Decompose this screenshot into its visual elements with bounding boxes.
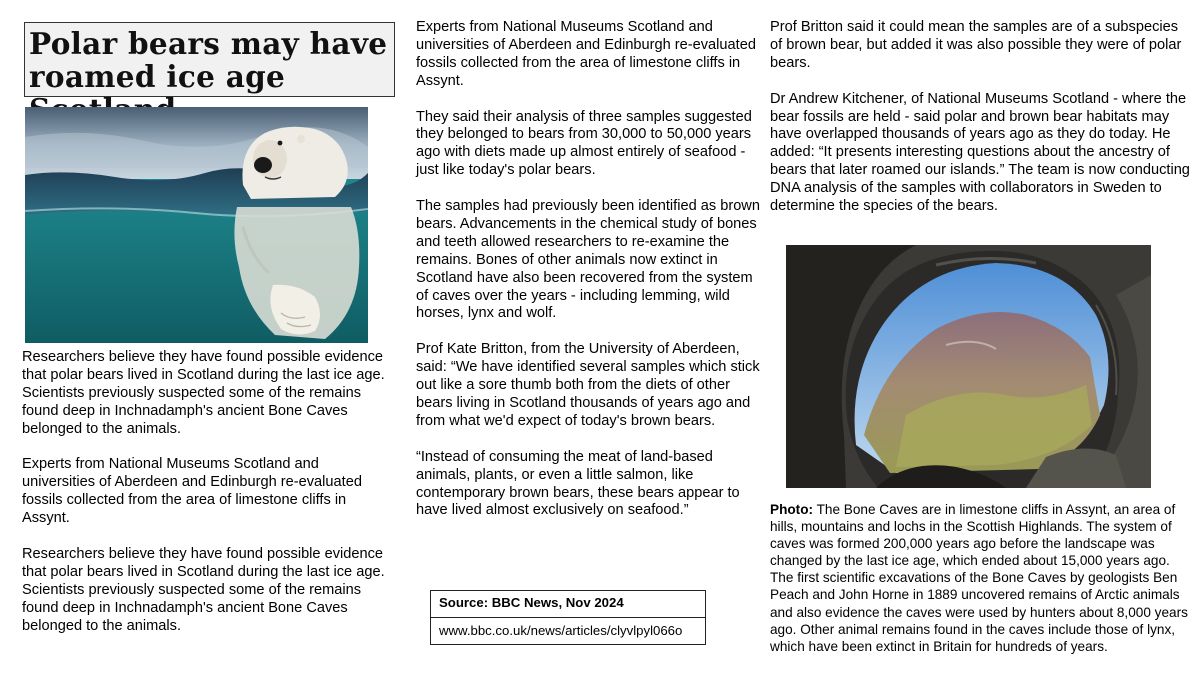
paragraph: Researchers believe they have found possible evidence that polar bears lived in Scotland during the last ice age. Scientists previously suspected some of the remains found deep in Inchnadamph's ancient Bone Caves belonged to the animals. — [22, 545, 385, 634]
paragraph: They said their analysis of three samples suggested they belonged to bears from 30,000 to 50,000 years ago with diets made up almost entirely of seafood - just like today's polar bears. — [416, 108, 752, 179]
article-column-3 — [770, 19, 1190, 234]
paragraph: Experts from National Museums Scotland and universities of Aberdeen and Edinburgh re-evaluated fossils collected from the area of limestone cliffs in Assynt. — [22, 456, 362, 527]
paragraph: Experts from National Museums Scotland and universities of Aberdeen and Edinburgh re-evaluated fossils collected from the area of limestone cliffs in Assynt. — [416, 19, 756, 89]
source-url: www.bbc.co.uk/news/articles/clyvlpyl066o — [439, 623, 683, 638]
headline-line-1: Polar bears may have — [29, 26, 388, 61]
paragraph: Dr Andrew Kitchener, of National Museums Scotland - where the bear fossils are held - said polar and brown bear habitats may have overlapped thousands of years ago as they do today. He added: “It presents interesting questions about the ancestry of bears that later roamed our islands.” The team is now conducting DNA analysis of the samples with collaborators in Sweden to determine the species of the bears. — [770, 90, 1190, 215]
caption-text: The Bone Caves are in limestone cliffs in Assynt, an area of hills, mountains and lochs in the Scottish Highlands. The system of caves was formed 200,000 years ago before the landscape was changed by the last ice age, which ended about 15,000 years ago. The first scientific excavations of the Bone Caves by geologists Ben Peach and John Horne in 1889 uncovered remains of Arctic animals and also evidence the caves were used by hunters about 8,000 years ago. Other animal remains found in the caves include those of lynx, which have been extinct in Britain for hundreds of years. — [770, 502, 1188, 654]
source-box — [430, 590, 706, 645]
article-column-1 — [22, 349, 387, 653]
paragraph: The samples had previously been identified as brown bears. Advancements in the chemical study of bones and teeth allowed researchers to re-examine the remains. Bones of other animals now extinct in Scotland have also been recovered from the system of caves over the years - including lemming, wild horses, lynx and wolf. — [416, 198, 760, 322]
caption-label: Photo: — [770, 502, 814, 517]
source-title: Source: BBC News, Nov 2024 — [431, 591, 705, 618]
paragraph: Prof Kate Britton, from the University of Aberdeen, said: “We have identified several samples which stick out like a sore thumb both from the diets of other bears living in Scotland thousands of years ago and from what we'd expect of today's brown bears. — [416, 341, 760, 429]
headline-box — [24, 22, 395, 97]
paragraph: Researchers believe they have found possible evidence that polar bears lived in Scotland during the last ice age. Scientists previously suspected some of the remains found deep in Inchnadamph's ancient Bone Caves belonged to the animals. — [22, 349, 385, 437]
paragraph: Prof Britton said it could mean the samples are of a subspecies of brown bear, but added it was also possible they were of polar bears. — [770, 19, 1182, 71]
paragraph: “Instead of consuming the meat of land-based animals, plants, or even a little salmon, like contemporary brown bears, these bears appear to have lived almost exclusively on seafood.” — [416, 448, 740, 519]
polar-bear-photo — [25, 107, 368, 343]
article-column-2 — [416, 19, 761, 538]
photo-caption — [770, 501, 1190, 655]
headline-line-2: roamed ice age — [29, 59, 286, 94]
bone-caves-photo — [786, 245, 1151, 488]
